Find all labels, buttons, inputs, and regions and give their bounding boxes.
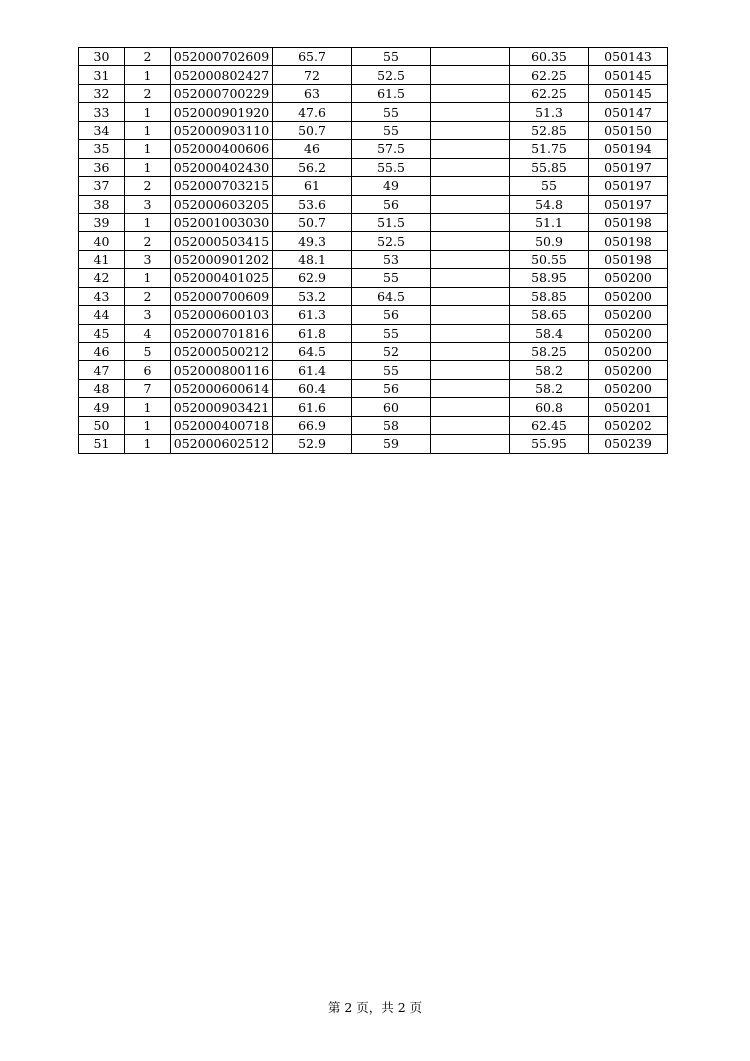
written-score-cell: 48.1: [273, 250, 352, 268]
seq-cell: 50: [79, 416, 125, 434]
total-score-cell: 62.45: [510, 416, 589, 434]
ticket-number-cell: 052000402430: [171, 158, 273, 176]
seq-cell: 45: [79, 324, 125, 342]
rank-cell: 2: [125, 177, 171, 195]
blank-cell: [431, 213, 510, 231]
position-code-cell: 050200: [589, 361, 668, 379]
interview-score-cell: 55: [352, 48, 431, 66]
rank-cell: 1: [125, 121, 171, 139]
rank-cell: 5: [125, 343, 171, 361]
seq-cell: 48: [79, 379, 125, 397]
position-code-cell: 050201: [589, 398, 668, 416]
written-score-cell: 64.5: [273, 343, 352, 361]
rank-cell: 1: [125, 66, 171, 84]
seq-cell: 39: [79, 213, 125, 231]
total-score-cell: 58.2: [510, 379, 589, 397]
ticket-number-cell: 052000500212: [171, 343, 273, 361]
seq-cell: 42: [79, 269, 125, 287]
table-row: [79, 232, 668, 250]
interview-score-cell: 55.5: [352, 158, 431, 176]
position-code-cell: 050198: [589, 213, 668, 231]
table-row: [79, 306, 668, 324]
rank-cell: 1: [125, 269, 171, 287]
seq-cell: 34: [79, 121, 125, 139]
total-score-cell: 62.25: [510, 66, 589, 84]
seq-cell: 36: [79, 158, 125, 176]
table-row: [79, 435, 668, 453]
seq-cell: 41: [79, 250, 125, 268]
table-row: [79, 324, 668, 342]
ticket-number-cell: 052000700229: [171, 84, 273, 102]
written-score-cell: 52.9: [273, 435, 352, 453]
written-score-cell: 61.8: [273, 324, 352, 342]
interview-score-cell: 56: [352, 379, 431, 397]
table-row: [79, 84, 668, 102]
ticket-number-cell: 052000503415: [171, 232, 273, 250]
written-score-cell: 53.2: [273, 287, 352, 305]
ticket-number-cell: 052000903110: [171, 121, 273, 139]
seq-cell: 30: [79, 48, 125, 66]
blank-cell: [431, 250, 510, 268]
ticket-number-cell: 052000701816: [171, 324, 273, 342]
interview-score-cell: 51.5: [352, 213, 431, 231]
position-code-cell: 050200: [589, 379, 668, 397]
rank-cell: 1: [125, 103, 171, 121]
blank-cell: [431, 84, 510, 102]
written-score-cell: 49.3: [273, 232, 352, 250]
table-row: [79, 361, 668, 379]
total-score-cell: 51.1: [510, 213, 589, 231]
position-code-cell: 050145: [589, 66, 668, 84]
table-row: [79, 195, 668, 213]
position-code-cell: 050150: [589, 121, 668, 139]
total-score-cell: 51.75: [510, 140, 589, 158]
total-score-cell: 50.55: [510, 250, 589, 268]
position-code-cell: 050200: [589, 306, 668, 324]
written-score-cell: 63: [273, 84, 352, 102]
interview-score-cell: 52.5: [352, 232, 431, 250]
written-score-cell: 47.6: [273, 103, 352, 121]
blank-cell: [431, 416, 510, 434]
table-row: [79, 379, 668, 397]
table-row: [79, 140, 668, 158]
seq-cell: 47: [79, 361, 125, 379]
written-score-cell: 72: [273, 66, 352, 84]
position-code-cell: 050197: [589, 195, 668, 213]
total-score-cell: 55: [510, 177, 589, 195]
seq-cell: 35: [79, 140, 125, 158]
rank-cell: 3: [125, 195, 171, 213]
blank-cell: [431, 306, 510, 324]
rank-cell: 1: [125, 213, 171, 231]
ticket-number-cell: 052000703215: [171, 177, 273, 195]
rank-cell: 2: [125, 84, 171, 102]
ticket-number-cell: 052000600614: [171, 379, 273, 397]
written-score-cell: 46: [273, 140, 352, 158]
interview-score-cell: 55: [352, 361, 431, 379]
total-score-cell: 60.8: [510, 398, 589, 416]
blank-cell: [431, 379, 510, 397]
ticket-number-cell: 052000901920: [171, 103, 273, 121]
ticket-number-cell: 052000602512: [171, 435, 273, 453]
table-row: [79, 177, 668, 195]
blank-cell: [431, 269, 510, 287]
written-score-cell: 53.6: [273, 195, 352, 213]
total-score-cell: 60.35: [510, 48, 589, 66]
table-row: [79, 213, 668, 231]
rank-cell: 3: [125, 306, 171, 324]
written-score-cell: 65.7: [273, 48, 352, 66]
seq-cell: 37: [79, 177, 125, 195]
rank-cell: 4: [125, 324, 171, 342]
blank-cell: [431, 232, 510, 250]
seq-cell: 51: [79, 435, 125, 453]
position-code-cell: 050200: [589, 269, 668, 287]
total-score-cell: 58.4: [510, 324, 589, 342]
page-footer: 第 2 页，共 2 页: [327, 1000, 423, 1015]
blank-cell: [431, 177, 510, 195]
interview-score-cell: 52: [352, 343, 431, 361]
interview-score-cell: 64.5: [352, 287, 431, 305]
written-score-cell: 56.2: [273, 158, 352, 176]
total-score-cell: 58.95: [510, 269, 589, 287]
position-code-cell: 050147: [589, 103, 668, 121]
blank-cell: [431, 324, 510, 342]
blank-cell: [431, 158, 510, 176]
table-row: [79, 269, 668, 287]
position-code-cell: 050202: [589, 416, 668, 434]
ticket-number-cell: 052000700609: [171, 287, 273, 305]
interview-score-cell: 55: [352, 103, 431, 121]
written-score-cell: 60.4: [273, 379, 352, 397]
rank-cell: 1: [125, 398, 171, 416]
table-row: [79, 343, 668, 361]
written-score-cell: 61.6: [273, 398, 352, 416]
position-code-cell: 050200: [589, 324, 668, 342]
written-score-cell: 50.7: [273, 121, 352, 139]
ticket-number-cell: 052000401025: [171, 269, 273, 287]
blank-cell: [431, 48, 510, 66]
interview-score-cell: 56: [352, 195, 431, 213]
table-row: [79, 398, 668, 416]
seq-cell: 31: [79, 66, 125, 84]
interview-score-cell: 53: [352, 250, 431, 268]
table-row: [79, 416, 668, 434]
rank-cell: 1: [125, 435, 171, 453]
total-score-cell: 54.8: [510, 195, 589, 213]
total-score-cell: 55.95: [510, 435, 589, 453]
blank-cell: [431, 103, 510, 121]
written-score-cell: 66.9: [273, 416, 352, 434]
seq-cell: 40: [79, 232, 125, 250]
rank-cell: 3: [125, 250, 171, 268]
blank-cell: [431, 343, 510, 361]
rank-cell: 2: [125, 232, 171, 250]
rank-cell: 1: [125, 140, 171, 158]
table-row: [79, 287, 668, 305]
written-score-cell: 50.7: [273, 213, 352, 231]
seq-cell: 32: [79, 84, 125, 102]
blank-cell: [431, 287, 510, 305]
interview-score-cell: 60: [352, 398, 431, 416]
seq-cell: 46: [79, 343, 125, 361]
rank-cell: 2: [125, 48, 171, 66]
blank-cell: [431, 195, 510, 213]
ticket-number-cell: 052000600103: [171, 306, 273, 324]
ticket-number-cell: 052000802427: [171, 66, 273, 84]
table-row: [79, 48, 668, 66]
position-code-cell: 050198: [589, 232, 668, 250]
table-row: [79, 103, 668, 121]
position-code-cell: 050198: [589, 250, 668, 268]
table-row: [79, 66, 668, 84]
written-score-cell: 61.3: [273, 306, 352, 324]
seq-cell: 43: [79, 287, 125, 305]
score-table-body: [79, 48, 668, 454]
total-score-cell: 55.85: [510, 158, 589, 176]
blank-cell: [431, 140, 510, 158]
position-code-cell: 050200: [589, 287, 668, 305]
interview-score-cell: 59: [352, 435, 431, 453]
interview-score-cell: 61.5: [352, 84, 431, 102]
rank-cell: 1: [125, 158, 171, 176]
total-score-cell: 62.25: [510, 84, 589, 102]
seq-cell: 38: [79, 195, 125, 213]
interview-score-cell: 58: [352, 416, 431, 434]
interview-score-cell: 49: [352, 177, 431, 195]
seq-cell: 49: [79, 398, 125, 416]
ticket-number-cell: 052000702609: [171, 48, 273, 66]
interview-score-cell: 55: [352, 324, 431, 342]
interview-score-cell: 56: [352, 306, 431, 324]
ticket-number-cell: 052000603205: [171, 195, 273, 213]
seq-cell: 33: [79, 103, 125, 121]
ticket-number-cell: 052000901202: [171, 250, 273, 268]
table-row: [79, 121, 668, 139]
position-code-cell: 050145: [589, 84, 668, 102]
blank-cell: [431, 121, 510, 139]
position-code-cell: 050197: [589, 158, 668, 176]
written-score-cell: 62.9: [273, 269, 352, 287]
blank-cell: [431, 361, 510, 379]
total-score-cell: 58.2: [510, 361, 589, 379]
total-score-cell: 58.25: [510, 343, 589, 361]
total-score-cell: 58.65: [510, 306, 589, 324]
written-score-cell: 61: [273, 177, 352, 195]
ticket-number-cell: 052000400606: [171, 140, 273, 158]
interview-score-cell: 57.5: [352, 140, 431, 158]
total-score-cell: 52.85: [510, 121, 589, 139]
written-score-cell: 61.4: [273, 361, 352, 379]
position-code-cell: 050200: [589, 343, 668, 361]
position-code-cell: 050239: [589, 435, 668, 453]
ticket-number-cell: 052000800116: [171, 361, 273, 379]
interview-score-cell: 52.5: [352, 66, 431, 84]
ticket-number-cell: 052001003030: [171, 213, 273, 231]
blank-cell: [431, 435, 510, 453]
rank-cell: 1: [125, 416, 171, 434]
position-code-cell: 050143: [589, 48, 668, 66]
rank-cell: 2: [125, 287, 171, 305]
seq-cell: 44: [79, 306, 125, 324]
total-score-cell: 50.9: [510, 232, 589, 250]
table-row: [79, 250, 668, 268]
total-score-cell: 58.85: [510, 287, 589, 305]
table-row: [79, 158, 668, 176]
blank-cell: [431, 398, 510, 416]
score-table: [78, 47, 668, 454]
blank-cell: [431, 66, 510, 84]
position-code-cell: 050194: [589, 140, 668, 158]
rank-cell: 7: [125, 379, 171, 397]
ticket-number-cell: 052000903421: [171, 398, 273, 416]
interview-score-cell: 55: [352, 121, 431, 139]
ticket-number-cell: 052000400718: [171, 416, 273, 434]
interview-score-cell: 55: [352, 269, 431, 287]
rank-cell: 6: [125, 361, 171, 379]
total-score-cell: 51.3: [510, 103, 589, 121]
position-code-cell: 050197: [589, 177, 668, 195]
